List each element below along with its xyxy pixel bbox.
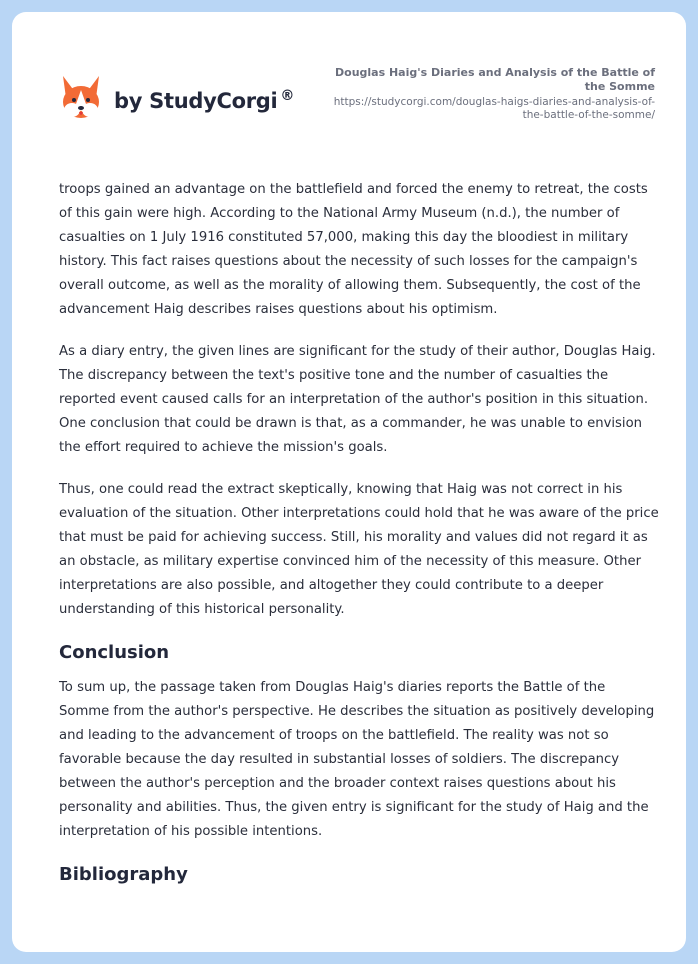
studycorgi-logo[interactable] bbox=[60, 74, 294, 122]
registered-mark: ® bbox=[280, 87, 295, 104]
document-page bbox=[12, 12, 686, 952]
body-paragraph: troops gained an advantage on the battlefield and forced the enemy to retreat, the costs of this gain were high. According to the National Army Museum (n.d.), the number of casualties on 1 July 1916 constituted 57,000, making this day the bloodiest in military history. This fact raises questions about the necessity of such losses for the campaign's overall outcome, as well as the morality of allowing them. Subsequently, the cost of the advancement Haig describes raises questions about his optimism. bbox=[59, 182, 648, 317]
document-url[interactable]: https://studycorgi.com/douglas-haigs-diaries-and-analysis-of-the-battle-of-the-somme/ bbox=[333, 96, 655, 121]
document-body bbox=[59, 178, 659, 898]
document-meta bbox=[315, 66, 655, 122]
page-header bbox=[12, 12, 686, 162]
conclusion-paragraph: To sum up, the passage taken from Douglas Haig's diaries reports the Battle of the Somme from the author's perspective. He describes the situation as positively developing and leading to the advancement of troops on the battlefield. The reality was not so favorable because the day resulted in substantial losses of soldiers. The discrepancy between the author's perception and the broader context raises questions about his personality and abilities. Thus, the given entry is significant for the study of Haig and the interpretation of his possible intentions. bbox=[59, 680, 655, 839]
brand-name: by StudyCorgi ® bbox=[114, 87, 295, 113]
document-title: Douglas Haig's Diaries and Analysis of the Battle of the Somme bbox=[335, 66, 655, 93]
body-paragraph: As a diary entry, the given lines are significant for the study of their author, Douglas Haig. The discrepancy between the text's positive tone and the number of casualties the reported event caused calls for an interpretation of the author's position in this situation. One conclusion that could be drawn is that, as a commander, he was unable to envision the effort required to achieve the mission's goals. bbox=[59, 344, 656, 455]
body-paragraph: Thus, one could read the extract skeptically, knowing that Haig was not correct in his evaluation of the situation. Other interpretations could hold that he was aware of the price that must be paid for achieving success. Still, his morality and values did not regard it as an obstacle, as military expertise convinced him of the necessity of this measure. Other interpretations are also possible, and altogether they could contribute to a deeper understanding of this historical personality. bbox=[59, 482, 659, 617]
corgi-logo-icon bbox=[60, 74, 102, 122]
conclusion-heading: Conclusion bbox=[59, 642, 170, 663]
bibliography-heading: Bibliography bbox=[59, 864, 188, 885]
